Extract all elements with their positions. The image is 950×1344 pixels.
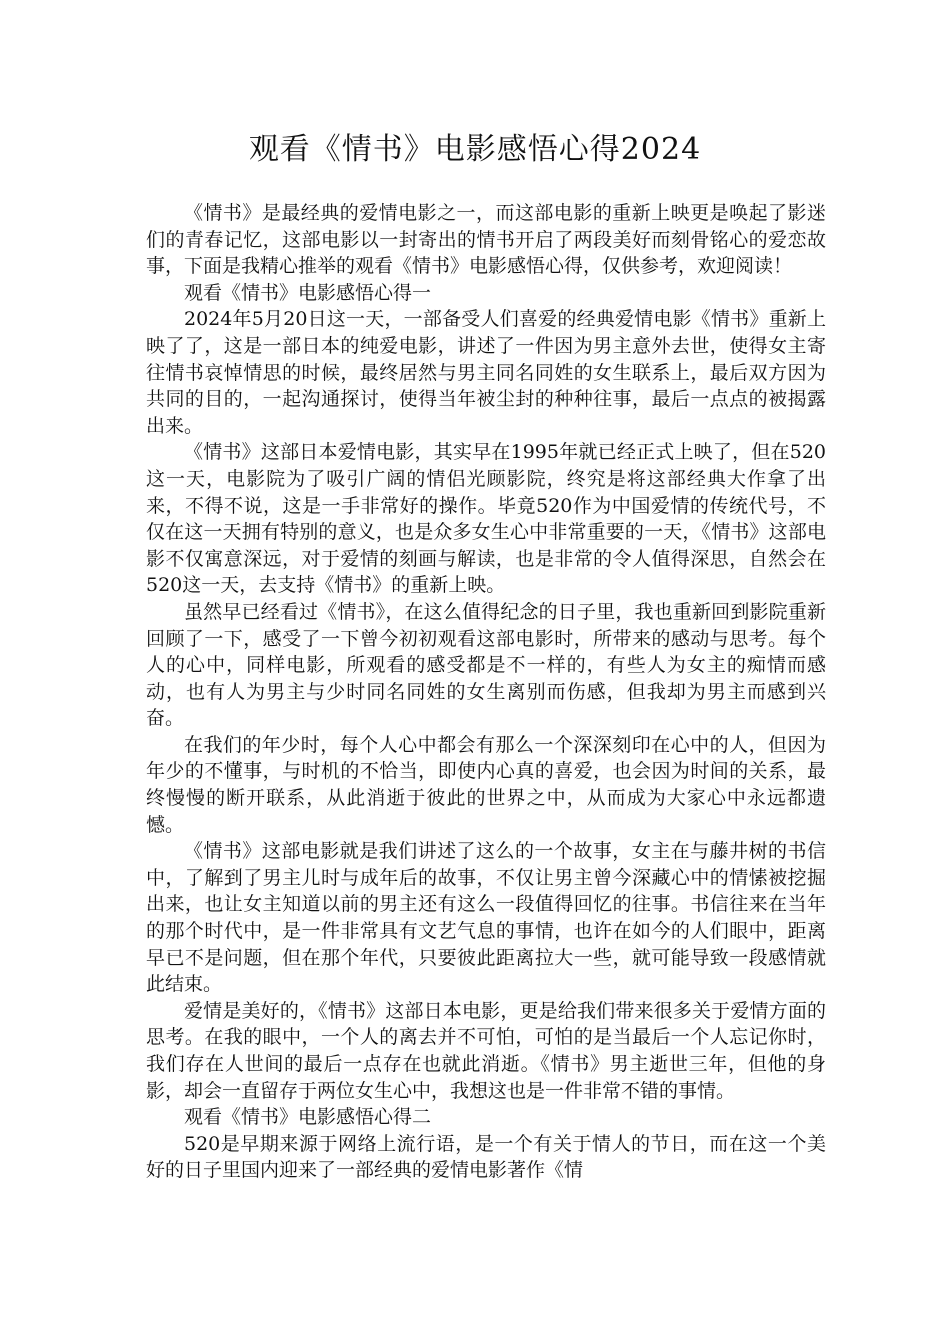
section-heading-2: 观看《情书》电影感悟心得二 xyxy=(184,1106,432,1129)
body-paragraph: 爱情是美好的，《情书》这部日本电影，更是给我们带来很多关于爱情方面的思考。在我的眼中，一个人的离去并不可怕，可怕的是当最后一个人忘记你时，我们存在人世间的最后一点存在也就此消逝。《情书》男主逝世三年，但他的身影，却会一直留存于两位女生心中，我想这也是一件非常不错的事情。 xyxy=(146,999,826,1102)
document-body xyxy=(146,200,826,1184)
body-paragraph: 2024年5月20日这一天，一部备受人们喜爱的经典爱情电影《情书》重新上映了了，这是一部日本的纯爱电影，讲述了一件因为男主意外去世，使得女主寄往情书哀悼情思的时候，最终居然与男主同名同姓的女生联系上，最后双方因为共同的目的，一起沟通探讨，使得当年被尘封的种种往事，最后一点点的被揭露出来。 xyxy=(146,308,826,437)
intro-paragraph: 《情书》是最经典的爱情电影之一，而这部电影的重新上映更是唤起了影迷们的青春记忆，这部电影以一封寄出的情书开启了两段美好而刻骨铭心的爱恋故事，下面是我精心推举的观看《情书》电影感悟心得，仅供参考，欢迎阅读！ xyxy=(146,202,826,278)
body-paragraph: 虽然早已经看过《情书》，在这么值得纪念的日子里，我也重新回到影院重新回顾了一下，感受了一下曾今初初观看这部电影时，所带来的感动与思考。每个人的心中，同样电影，所观看的感受都是不一样的，有些人为女主的痴情而感动，也有人为男主与少时同名同姓的女生离别而伤感，但我却为男主而感到兴奋。 xyxy=(146,600,826,730)
body-paragraph: 在我们的年少时，每个人心中都会有那么一个深深刻印在心中的人，但因为年少的不懂事，与时机的不恰当，即使内心真的喜爱，也会因为时间的关系，最终慢慢的断开联系，从此消逝于彼此的世界之中，从而成为大家心中永远都遗憾。 xyxy=(146,733,826,836)
document-title: 观看《情书》电影感悟心得2024 xyxy=(248,132,702,167)
section-heading-1: 观看《情书》电影感悟心得一 xyxy=(184,281,432,304)
body-paragraph: 《情书》这部日本爱情电影，其实早在1995年就已经正式上映了，但在520这一天，电影院为了吸引广阔的情侣光顾影院，终究是将这部经典大作拿了出来，不得不说，这是一手非常好的操作。毕竟520作为中国爱情的传统代号，不仅在这一天拥有特别的意义，也是众多女生心中非常重要的一天，《情书》这部电影不仅寓意深远，对于爱情的刻画与解读，也是非常的令人值得深思，自然会在520这一天，去支持《情书》的重新上映。 xyxy=(146,441,826,597)
body-paragraph: 《情书》这部电影就是我们讲述了这么的一个故事，女主在与藤井树的书信中，了解到了男主儿时与成年后的故事，不仅让男主曾今深藏心中的情愫被挖掘出来，也让女主知道以前的男主还有这么一段值得回忆的往事。书信往来在当年的那个时代中，是一件非常具有文艺气息的事情，也许在如今的人们眼中，距离早已不是问题，但在那个年代，只要彼此距离拉大一些，就可能导致一段感情就此结束。 xyxy=(146,840,826,996)
body-paragraph: 520是早期来源于网络上流行语，是一个有关于情人的节日，而在这一个美好的日子里国内迎来了一部经典的爱情电影著作《情 xyxy=(146,1132,826,1182)
